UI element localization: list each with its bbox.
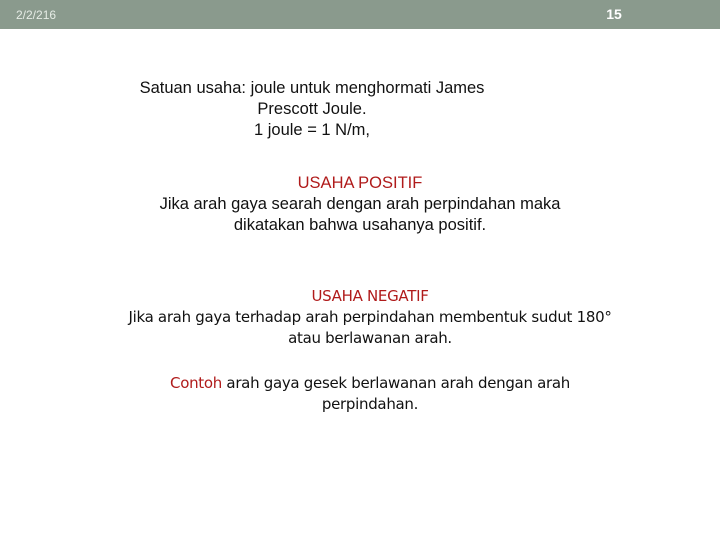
example-text: arah gaya gesek berlawanan arah dengan arah xyxy=(221,374,570,392)
text-line: Jika arah gaya terhadap arah perpindahan membentuk sudut 180° xyxy=(128,308,612,326)
slide-date: 2/2/216 xyxy=(16,8,57,22)
text-line: perpindahan. xyxy=(321,395,419,413)
unit-definition-text xyxy=(102,78,522,141)
negative-work-section xyxy=(100,286,640,349)
text-line: atau berlawanan arah. xyxy=(288,329,452,347)
slide-number: 15 xyxy=(606,6,622,22)
text-line: Jika arah gaya searah dengan arah perpindahan maka xyxy=(159,195,561,213)
text-line: 1 joule = 1 N/m, xyxy=(253,121,370,139)
positive-work-section xyxy=(110,173,610,236)
text-line: Prescott Joule. xyxy=(257,100,367,118)
example-section xyxy=(140,373,600,415)
example-label: Contoh xyxy=(170,374,222,392)
example-line xyxy=(140,373,600,394)
positive-work-heading: USAHA POSITIF xyxy=(297,174,423,192)
negative-work-heading: USAHA NEGATIF xyxy=(311,287,429,305)
text-line: dikatakan bahwa usahanya positif. xyxy=(233,216,487,234)
text-line: Satuan usaha: joule untuk menghormati James xyxy=(139,79,485,97)
